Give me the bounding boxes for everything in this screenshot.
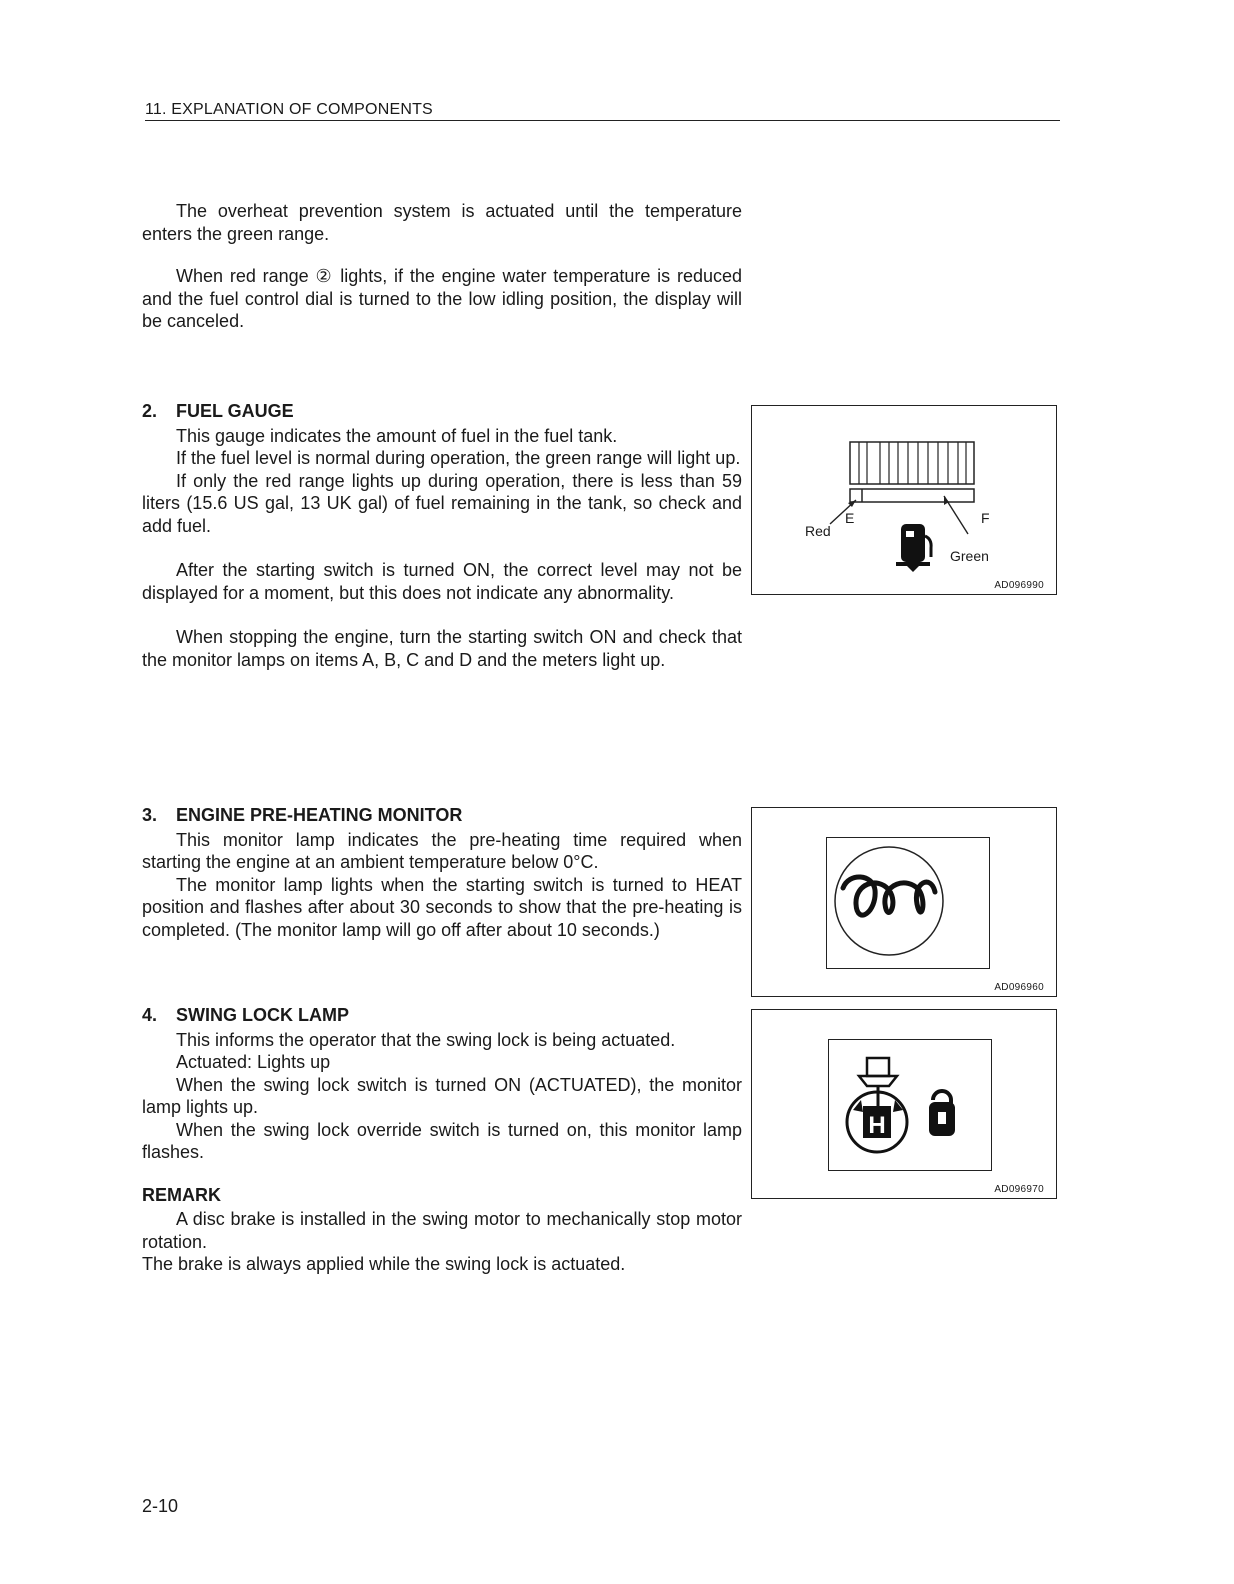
preheat-lamp-frame (826, 837, 990, 969)
section-title: SWING LOCK LAMP (176, 1005, 349, 1025)
section-number: 3. (142, 805, 158, 825)
remark-paragraph-1: A disc brake is installed in the swing motor to mechanically stop motor rotation. (142, 1209, 742, 1252)
fuel-gauge-paragraph-5: When stopping the engine, turn the starting switch ON and check that the monitor lamps on items A, B, C and D and the meters light up. (142, 627, 742, 670)
swing-lock-paragraph-3: When the swing lock switch is turned ON (ACTUATED), the monitor lamp lights up. (142, 1074, 742, 1117)
gauge-level-bar (850, 489, 974, 502)
gauge-segments-frame (850, 442, 974, 484)
preheat-heading (142, 804, 742, 827)
remark-heading: REMARK (142, 1184, 221, 1205)
figure-code: AD096970 (994, 1184, 1044, 1195)
preheat-paragraph-1: This monitor lamp indicates the pre-heating time required when starting the engine at an ambient temperature below 0°C. (142, 829, 742, 872)
section-number: 2. (142, 401, 158, 421)
fuel-pump-icon (896, 524, 931, 572)
preheat-section (142, 804, 742, 941)
intro-block (142, 200, 742, 333)
swing-lock-paragraph-2: Actuated: Lights up (176, 1052, 331, 1072)
figure-code: AD096960 (994, 982, 1044, 993)
swing-lock-paragraph-1: This informs the operator that the swing lock is being actuated. (176, 1029, 676, 1050)
fuel-gauge-paragraph-2: If the fuel level is normal during operation, the green range will light up. (176, 448, 741, 468)
preheat-paragraph-2: The monitor lamp lights when the starting switch is turned to HEAT position and flashes after about 30 seconds to show that the pre-heating is completed. (The monitor lamp will go off after about 10 seconds.) (142, 874, 742, 940)
swing-lock-heading (142, 1004, 742, 1027)
preheat-coil-icon (827, 838, 989, 968)
swing-lock-paragraph-4: When the swing lock override switch is turned on, this monitor lamp flashes. (142, 1119, 742, 1162)
fuel-gauge-figure (751, 405, 1057, 595)
empty-label: E (845, 510, 855, 526)
section-title: ENGINE PRE-HEATING MONITOR (176, 805, 463, 825)
fuel-gauge-paragraph-3: If only the red range lights up during operation, there is less than 59 liters (15.6 US gal, 13 UK gal) of fuel remaining in the tank, so check and add fuel. (142, 470, 742, 536)
page-header (145, 101, 1060, 121)
swing-lock-section (142, 1004, 742, 1276)
red-label: Red (805, 523, 831, 539)
icon-letter: H (868, 1112, 886, 1139)
page-number: 2-10 (142, 1496, 179, 1516)
section-number: 4. (142, 1005, 158, 1025)
fuel-gauge-section (142, 400, 742, 671)
swing-lock-icon (829, 1040, 991, 1170)
preheat-figure (751, 807, 1057, 997)
section-heading: 11. EXPLANATION OF COMPONENTS (145, 101, 433, 118)
swing-lock-figure (751, 1009, 1057, 1199)
intro-paragraph-1: The overheat prevention system is actuated until the temperature enters the green range. (142, 201, 742, 244)
fuel-gauge-paragraph-4: After the starting switch is turned ON, the correct level may not be displayed for a moment, but this does not indicate any abnormality. (142, 560, 742, 603)
remark-paragraph-2: The brake is always applied while the swing lock is actuated. (142, 1254, 626, 1274)
fuel-gauge-paragraph-1: This gauge indicates the amount of fuel in the fuel tank. (176, 425, 618, 446)
figure-code: AD096990 (994, 580, 1044, 591)
full-label: F (981, 510, 990, 526)
swing-lock-lamp-frame (828, 1039, 992, 1171)
fuel-gauge-diagram (752, 406, 1056, 594)
intro-paragraph-2: When red range ② lights, if the engine water temperature is reduced and the fuel control dial is turned to the low idling position, the display will be canceled. (142, 266, 742, 331)
section-title: FUEL GAUGE (176, 401, 294, 421)
fuel-gauge-heading (142, 400, 742, 423)
green-label: Green (950, 548, 989, 564)
